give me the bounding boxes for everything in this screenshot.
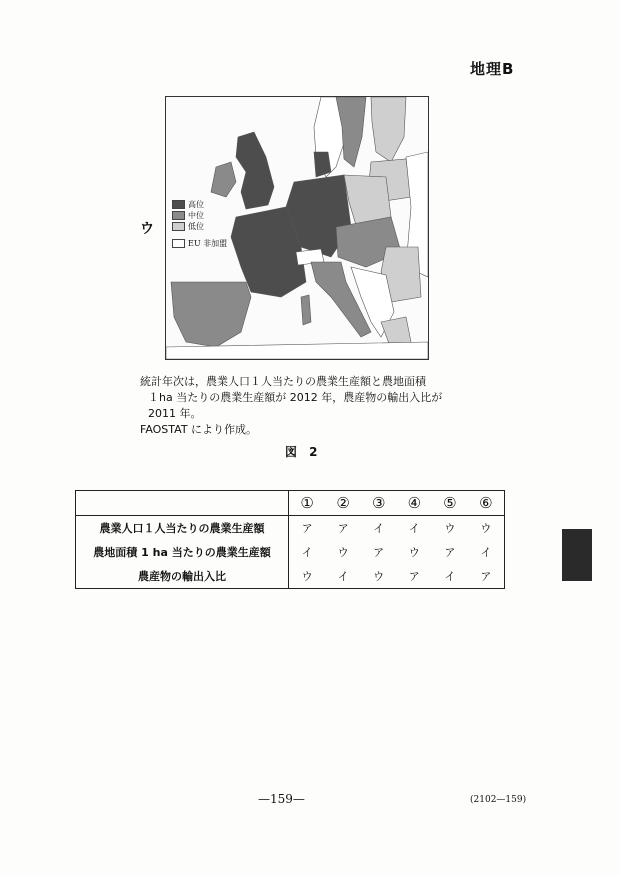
map-legend [172, 199, 227, 249]
table-cell: ア [301, 522, 313, 535]
table-header-row [76, 491, 505, 516]
table-cell: イ [337, 570, 349, 583]
section-side-tab [562, 529, 592, 581]
table-cell: ア [480, 570, 492, 583]
table-cell: イ [408, 522, 420, 535]
table-row [76, 540, 505, 564]
answer-choice-table [75, 490, 505, 589]
page-subject-title: 地理B [470, 60, 515, 78]
table-corner-cell [76, 491, 289, 516]
table-cell: ア [337, 522, 349, 535]
legend-swatch-mid [172, 211, 185, 220]
caption-line-3: 2011 年。 [148, 407, 202, 420]
column-header-2: ② [325, 491, 361, 516]
row-label-trade-ratio: 農産物の輸出入比 [76, 564, 289, 589]
caption-line-1: 統計年次は，農業人口１人当たりの農業生産額と農地面積 [140, 375, 426, 388]
figure-caption [140, 374, 442, 438]
column-header-3: ③ [361, 491, 397, 516]
legend-item-low [172, 221, 227, 232]
table-cell: イ [480, 546, 492, 559]
table-cell: ア [444, 546, 456, 559]
row-label-land-productivity: 農地面積 1 ha 当たりの農業生産額 [76, 540, 289, 564]
region-sardinia [301, 295, 311, 325]
legend-item-non-eu [172, 238, 227, 249]
map-label: ウ [140, 221, 154, 237]
europe-choropleth-map [165, 96, 429, 360]
figure-label: 図 2 [285, 445, 318, 459]
legend-item-high [172, 199, 227, 210]
page-code: (2102—159) [470, 795, 527, 805]
column-header-1: ① [289, 491, 326, 516]
legend-label-high: 高位 [188, 199, 204, 209]
table-cell: ウ [480, 522, 492, 535]
legend-swatch-high [172, 200, 185, 209]
caption-line-2: １ha 当たりの農業生産額が 2012 年，農産物の輸出入比が [148, 391, 443, 404]
table-cell: ウ [301, 570, 313, 583]
legend-label-low: 低位 [188, 221, 204, 231]
column-header-4: ④ [396, 491, 432, 516]
table-cell: ウ [408, 546, 420, 559]
table-cell: ア [408, 570, 420, 583]
table-cell: ウ [373, 570, 385, 583]
table-row [76, 516, 505, 541]
legend-swatch-non-eu [172, 239, 185, 248]
row-label-labor-productivity: 農業人口１人当たりの農業生産額 [76, 516, 289, 541]
table-cell: ウ [337, 546, 349, 559]
legend-swatch-low [172, 222, 185, 231]
column-header-6: ⑥ [468, 491, 505, 516]
page-number: —159— [258, 792, 305, 806]
legend-item-mid [172, 210, 227, 221]
caption-line-4: FAOSTAT により作成。 [140, 423, 258, 436]
legend-label-mid: 中位 [188, 210, 204, 220]
table-cell: ウ [444, 522, 456, 535]
table-cell: ア [373, 546, 385, 559]
table-cell: イ [301, 546, 313, 559]
column-header-5: ⑤ [432, 491, 468, 516]
legend-label-non-eu: EU 非加盟 [188, 238, 228, 248]
table-cell: イ [444, 570, 456, 583]
table-row [76, 564, 505, 589]
table-cell: イ [373, 522, 385, 535]
